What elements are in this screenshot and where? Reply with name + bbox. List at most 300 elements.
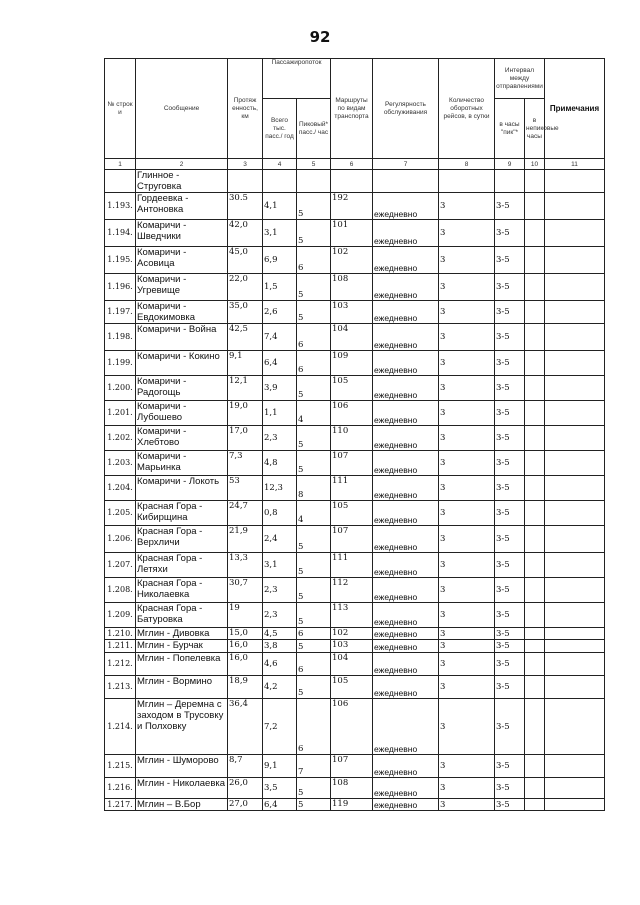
total-passengers: 4,8 [263,451,297,476]
trips-count: 3 [439,526,495,553]
row-number: 1.212. [105,653,136,676]
notes-cell [545,553,605,578]
length-value: 42,5 [228,324,263,351]
route-number: 192 [331,193,373,220]
length-value: 19,0 [228,401,263,426]
connection-name: Комаричи - Асовица [136,247,228,274]
route-number: 105 [331,376,373,401]
notes-cell [545,301,605,324]
notes-cell [545,247,605,274]
regularity-value: ежедневно [373,628,439,640]
offpeak-interval [525,699,545,755]
offpeak-interval [525,401,545,426]
total-passengers: 4,2 [263,676,297,699]
offpeak-interval [525,578,545,603]
notes-cell [545,699,605,755]
regularity-value: ежедневно [373,653,439,676]
table-row [105,247,605,274]
table-row [105,401,605,426]
total-passengers: 6,4 [263,351,297,376]
route-number: 107 [331,526,373,553]
peak-passengers: 5 [297,578,331,603]
route-number: 104 [331,653,373,676]
total-passengers: 3,1 [263,553,297,578]
header-in-peak: в часы "пик"* [495,99,525,159]
notes-cell [545,676,605,699]
offpeak-interval [525,351,545,376]
notes-cell [545,324,605,351]
peak-passengers: 5 [297,301,331,324]
table-row [105,603,605,628]
row-number: 1.194. [105,220,136,247]
route-number: 119 [331,799,373,811]
peak-interval: 3-5 [495,193,525,220]
row-number: 1.197. [105,301,136,324]
route-number: 107 [331,451,373,476]
regularity-value: ежедневно [373,220,439,247]
table-row [105,193,605,220]
row-number: 1.199. [105,351,136,376]
length-value: 7,3 [228,451,263,476]
total-passengers: 2,4 [263,526,297,553]
offpeak-interval [525,247,545,274]
connection-name: Красная Гора - Летяхи [136,553,228,578]
length-value: 45,0 [228,247,263,274]
offpeak-interval [525,640,545,653]
connection-name: Мглин - Шуморово [136,755,228,778]
row-number: 1.208. [105,578,136,603]
notes-cell [545,193,605,220]
notes-cell [545,451,605,476]
notes-cell [545,170,605,193]
row-number: 1.209. [105,603,136,628]
length-value: 16,0 [228,653,263,676]
total-passengers: 3,9 [263,376,297,401]
table-row [105,274,605,301]
table-row [105,324,605,351]
total-passengers: 3,1 [263,220,297,247]
table-row [105,526,605,553]
route-number: 103 [331,301,373,324]
trips-count: 3 [439,553,495,578]
table-row [105,451,605,476]
header-total: Всего тыс. пасс./ год [263,99,297,159]
peak-passengers: 6 [297,628,331,640]
notes-cell [545,526,605,553]
regularity-value: ежедневно [373,376,439,401]
length-value: 16,0 [228,640,263,653]
peak-passengers: 7 [297,755,331,778]
peak-interval: 3-5 [495,553,525,578]
peak-interval: 3-5 [495,699,525,755]
peak-passengers: 6 [297,324,331,351]
page-number: 92 [309,28,331,46]
peak-interval: 3-5 [495,301,525,324]
regularity-value: ежедневно [373,755,439,778]
peak-interval: 3-5 [495,247,525,274]
connection-name: Красная Гора - Батуровка [136,603,228,628]
offpeak-interval [525,220,545,247]
regularity-value: ежедневно [373,451,439,476]
trips-count: 3 [439,755,495,778]
route-number: 102 [331,247,373,274]
row-number: 1.216. [105,778,136,799]
peak-passengers: 5 [297,526,331,553]
row-number: 1.207. [105,553,136,578]
offpeak-interval [525,526,545,553]
header-connection: Сообщение [136,59,228,159]
regularity-value: ежедневно [373,640,439,653]
peak-interval: 3-5 [495,755,525,778]
table-row [105,578,605,603]
table-row [105,351,605,376]
peak-passengers: 4 [297,401,331,426]
trips-count: 3 [439,351,495,376]
notes-cell [545,501,605,526]
length-value: 27,0 [228,799,263,811]
length-value: 12,1 [228,376,263,401]
peak-passengers [297,170,331,193]
trips-count: 3 [439,476,495,501]
peak-passengers: 4 [297,501,331,526]
offpeak-interval [525,778,545,799]
length-value: 22,0 [228,274,263,301]
length-value: 15,0 [228,628,263,640]
row-number: 1.203. [105,451,136,476]
length-value: 26,0 [228,778,263,799]
regularity-value: ежедневно [373,578,439,603]
notes-cell [545,476,605,501]
total-passengers: 2,3 [263,603,297,628]
total-passengers: 12,3 [263,476,297,501]
row-number: 1.214. [105,699,136,755]
trips-count: 3 [439,699,495,755]
length-value: 36,4 [228,699,263,755]
connection-name: Мглин - Бурчак [136,640,228,653]
table-body [105,170,605,811]
peak-interval: 3-5 [495,324,525,351]
regularity-value: ежедневно [373,501,439,526]
table-row [105,778,605,799]
peak-passengers: 5 [297,426,331,451]
trips-count [439,170,495,193]
total-passengers: 7,4 [263,324,297,351]
offpeak-interval [525,274,545,301]
regularity-value: ежедневно [373,526,439,553]
peak-interval: 3-5 [495,220,525,247]
length-value: 13,3 [228,553,263,578]
table-row [105,799,605,811]
peak-passengers: 5 [297,778,331,799]
connection-name: Комаричи - Угревище [136,274,228,301]
regularity-value: ежедневно [373,351,439,376]
row-number: 1.217. [105,799,136,811]
peak-passengers: 5 [297,220,331,247]
table-row [105,501,605,526]
offpeak-interval [525,553,545,578]
length-value: 19 [228,603,263,628]
trips-count: 3 [439,653,495,676]
table-row [105,755,605,778]
regularity-value: ежедневно [373,553,439,578]
header-length: Протяж енность, км [228,59,263,159]
route-number: 102 [331,628,373,640]
regularity-value: ежедневно [373,603,439,628]
peak-passengers: 5 [297,376,331,401]
peak-interval: 3-5 [495,676,525,699]
row-number: 1.198. [105,324,136,351]
trips-count: 3 [439,451,495,476]
offpeak-interval [525,301,545,324]
length-value: 42,0 [228,220,263,247]
table-row [105,426,605,451]
route-number [331,170,373,193]
trips-count: 3 [439,578,495,603]
offpeak-interval [525,451,545,476]
offpeak-interval [525,676,545,699]
connection-name: Комаричи - Евдокимовка [136,301,228,324]
total-passengers: 2,6 [263,301,297,324]
header-regularity: Регулярность обслуживания [373,59,439,159]
peak-passengers: 5 [297,676,331,699]
column-number: 8 [439,159,495,170]
connection-name: Мглин - Николаевка [136,778,228,799]
total-passengers: 7,2 [263,699,297,755]
route-number: 108 [331,778,373,799]
trips-count: 3 [439,220,495,247]
trips-count: 3 [439,603,495,628]
header-interval: Интервал между отправлениями [495,59,545,99]
regularity-value: ежедневно [373,274,439,301]
trips-count: 3 [439,640,495,653]
peak-interval [495,170,525,193]
peak-passengers: 6 [297,247,331,274]
column-number-row [105,159,605,170]
table-row [105,628,605,640]
trips-count: 3 [439,426,495,451]
notes-cell [545,778,605,799]
offpeak-interval [525,170,545,193]
route-number: 103 [331,640,373,653]
column-number: 10 [525,159,545,170]
column-number: 7 [373,159,439,170]
total-passengers: 0,8 [263,501,297,526]
column-number: 5 [297,159,331,170]
length-value: 35,0 [228,301,263,324]
route-number: 108 [331,274,373,301]
length-value: 24,7 [228,501,263,526]
row-number: 1.200. [105,376,136,401]
regularity-value: ежедневно [373,324,439,351]
route-number: 111 [331,476,373,501]
connection-name: Красная Гора - Кибирщина [136,501,228,526]
trips-count: 3 [439,324,495,351]
row-number: 1.195. [105,247,136,274]
peak-interval: 3-5 [495,401,525,426]
peak-interval: 3-5 [495,578,525,603]
route-number: 111 [331,553,373,578]
length-value: 18,9 [228,676,263,699]
notes-cell [545,628,605,640]
offpeak-interval [525,376,545,401]
total-passengers: 2,3 [263,578,297,603]
notes-cell [545,220,605,247]
route-number: 112 [331,578,373,603]
peak-interval: 3-5 [495,501,525,526]
peak-interval: 3-5 [495,778,525,799]
total-passengers: 6,4 [263,799,297,811]
peak-passengers: 5 [297,603,331,628]
notes-cell [545,426,605,451]
length-value: 30,7 [228,578,263,603]
peak-interval: 3-5 [495,476,525,501]
trips-count: 3 [439,778,495,799]
column-number: 9 [495,159,525,170]
peak-passengers: 5 [297,451,331,476]
regularity-value: ежедневно [373,401,439,426]
offpeak-interval [525,628,545,640]
column-number: 2 [136,159,228,170]
header-notes: Примечания [545,59,605,159]
trips-count: 3 [439,401,495,426]
connection-name: Мглин - Дивовка [136,628,228,640]
table-row [105,553,605,578]
connection-name: Красная Гора - Верхличи [136,526,228,553]
length-value: 21,9 [228,526,263,553]
total-passengers: 3,5 [263,778,297,799]
total-passengers: 3,8 [263,640,297,653]
connection-name: Мглин - Попелевка [136,653,228,676]
table-row [105,640,605,653]
peak-passengers: 5 [297,640,331,653]
route-number: 105 [331,676,373,699]
route-number: 106 [331,401,373,426]
routes-table [104,58,605,811]
peak-interval: 3-5 [495,526,525,553]
peak-interval: 3-5 [495,451,525,476]
regularity-value: ежедневно [373,676,439,699]
peak-interval: 3-5 [495,351,525,376]
notes-cell [545,799,605,811]
peak-passengers: 8 [297,476,331,501]
regularity-value [373,170,439,193]
route-number: 110 [331,426,373,451]
notes-cell [545,376,605,401]
column-number: 6 [331,159,373,170]
notes-cell [545,653,605,676]
route-number: 105 [331,501,373,526]
connection-name: Комаричи - Локоть [136,476,228,501]
connection-name: Красная Гора - Николаевка [136,578,228,603]
notes-cell [545,401,605,426]
notes-cell [545,274,605,301]
offpeak-interval [525,755,545,778]
total-passengers: 4,1 [263,193,297,220]
trips-count: 3 [439,376,495,401]
header-routes: Маршруты по видам транспорта [331,59,373,159]
trips-count: 3 [439,247,495,274]
peak-interval: 3-5 [495,603,525,628]
peak-passengers: 6 [297,653,331,676]
route-number: 104 [331,324,373,351]
row-number: 1.202. [105,426,136,451]
length-value: 8,7 [228,755,263,778]
table-row [105,376,605,401]
length-value [228,170,263,193]
peak-passengers: 6 [297,351,331,376]
offpeak-interval [525,324,545,351]
connection-name: Глинное - Струговка [136,170,228,193]
offpeak-interval [525,193,545,220]
length-value: 17,0 [228,426,263,451]
connection-name: Мглин - Вормино [136,676,228,699]
peak-passengers: 5 [297,799,331,811]
row-number: 1.210. [105,628,136,640]
table-row [105,476,605,501]
offpeak-interval [525,603,545,628]
connection-name: Комаричи - Марьинка [136,451,228,476]
total-passengers: 9,1 [263,755,297,778]
regularity-value: ежедневно [373,799,439,811]
trips-count: 3 [439,301,495,324]
regularity-value: ежедневно [373,476,439,501]
header-num: № строк и [105,59,136,159]
connection-name: Комаричи - Радогощь [136,376,228,401]
table-row [105,653,605,676]
notes-cell [545,603,605,628]
route-number: 109 [331,351,373,376]
peak-interval: 3-5 [495,376,525,401]
peak-interval: 3-5 [495,274,525,301]
trips-count: 3 [439,193,495,220]
total-passengers: 6,9 [263,247,297,274]
total-passengers: 1,1 [263,401,297,426]
offpeak-interval [525,476,545,501]
row-number: 1.213. [105,676,136,699]
route-number: 101 [331,220,373,247]
offpeak-interval [525,799,545,811]
row-number: 1.201. [105,401,136,426]
header-off-peak: в непиковые часы [525,99,545,159]
row-number: 1.196. [105,274,136,301]
table-row [105,220,605,247]
offpeak-interval [525,501,545,526]
length-value: 9,1 [228,351,263,376]
regularity-value: ежедневно [373,301,439,324]
peak-passengers: 5 [297,193,331,220]
offpeak-interval [525,653,545,676]
row-number: 1.204. [105,476,136,501]
connection-name: Комаричи - Кокино [136,351,228,376]
header-peak: Пиковый* пасс./ час [297,99,331,159]
table-row [105,170,605,193]
row-number: 1.205. [105,501,136,526]
column-number: 4 [263,159,297,170]
length-value: 30.5 [228,193,263,220]
regularity-value: ежедневно [373,699,439,755]
row-number: 1.215. [105,755,136,778]
trips-count: 3 [439,274,495,301]
table-row [105,301,605,324]
connection-name: Комаричи - Хлебтово [136,426,228,451]
connection-name: Комаричи - Война [136,324,228,351]
total-passengers: 2,3 [263,426,297,451]
connection-name: Мглин – Деремна с заходом в Трусовку и Полховку [136,699,228,755]
total-passengers: 4,6 [263,653,297,676]
total-passengers: 4,5 [263,628,297,640]
notes-cell [545,640,605,653]
column-number: 3 [228,159,263,170]
